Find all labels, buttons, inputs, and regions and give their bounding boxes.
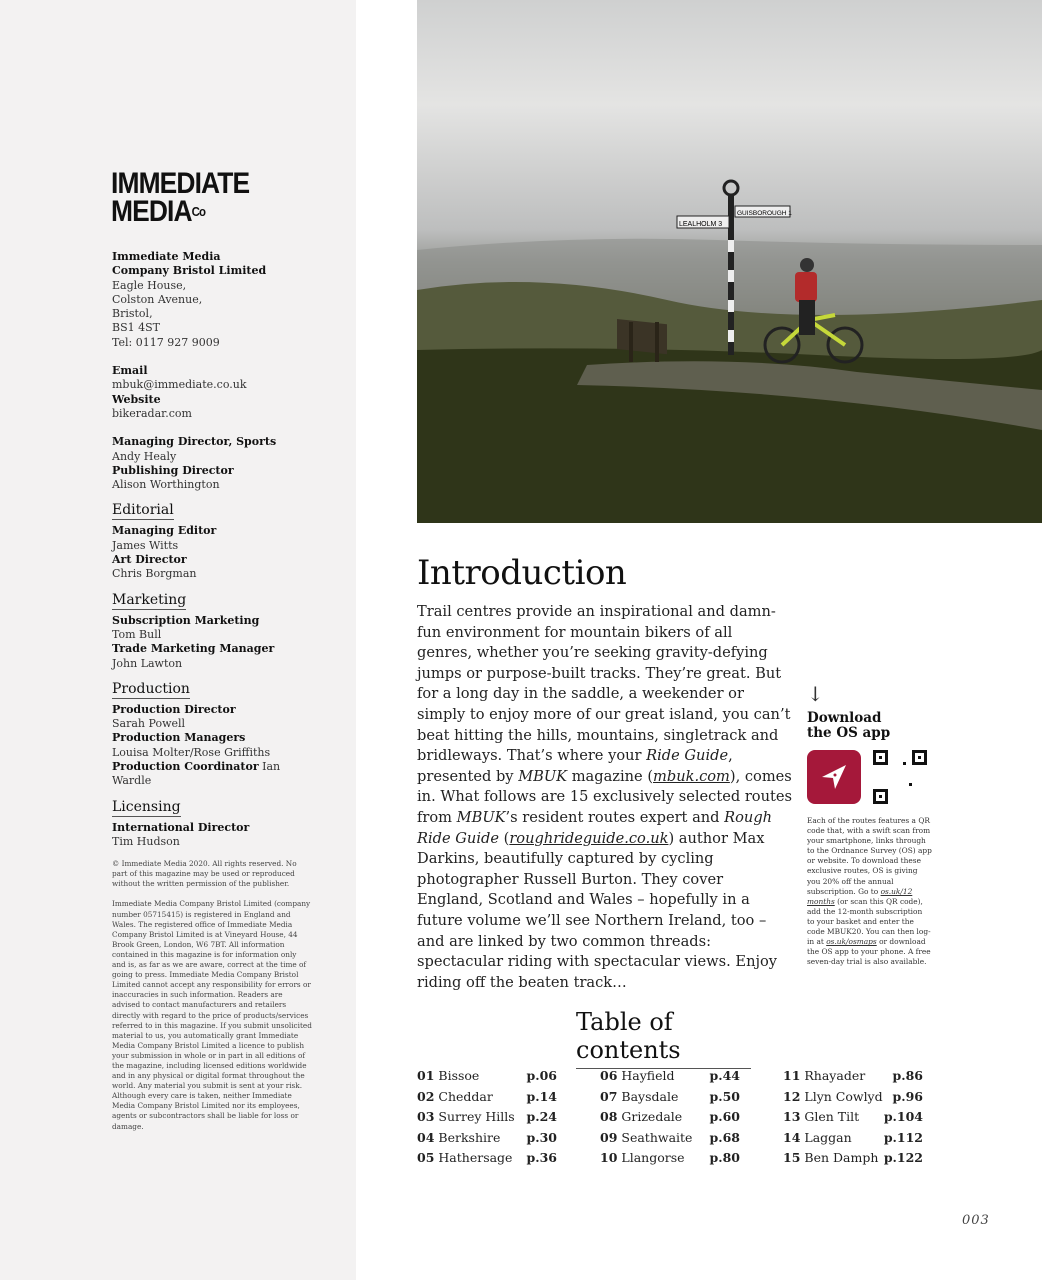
toc-page: p.68	[709, 1129, 740, 1145]
role-label: Production Director	[112, 702, 236, 716]
toc-entry[interactable]	[783, 1107, 923, 1128]
masthead-details	[112, 250, 312, 1142]
person-name: John Lawton	[112, 656, 183, 670]
toc-entry[interactable]	[600, 1148, 740, 1169]
toc-number: 04	[417, 1129, 435, 1145]
toc-number: 07	[600, 1088, 618, 1104]
person-name: Tim Hudson	[112, 834, 180, 848]
section-heading-marketing: Marketing	[112, 591, 187, 608]
toc-route-name: Cheddar	[438, 1088, 493, 1104]
intro-text: , presented by	[417, 747, 733, 785]
toc-number: 10	[600, 1150, 618, 1166]
person-name: Andy Healy	[112, 449, 177, 463]
address-line: Eagle House,	[112, 278, 187, 292]
intro-text: ) author Max Darkins, beautifully captured by cycling photographer Russell Burton. They cover England, Scotland and Wales – hopefully in a future volume we’ll see Northern Ireland, too – and are linked by two common threads: spectacular riding with spectacular views. Enjoy riding off the beaten track…	[417, 829, 778, 991]
intro-text-italic: MBUK	[518, 767, 568, 785]
email-link[interactable]: mbuk@immediate.co.uk	[112, 378, 247, 392]
toc-route-name: Llyn Cowlyd	[804, 1088, 883, 1104]
os-title-line: Download	[807, 710, 882, 726]
address-line: Colston Avenue,	[112, 292, 203, 306]
toc-number: 09	[600, 1129, 618, 1145]
toc-column	[600, 1066, 740, 1169]
toc-entry[interactable]	[600, 1128, 740, 1149]
telephone: Tel: 0117 927 9009	[112, 335, 220, 349]
toc-number: 15	[783, 1150, 801, 1166]
toc-entry[interactable]	[600, 1107, 740, 1128]
role-label: Managing Editor	[112, 524, 217, 538]
toc-entry[interactable]	[417, 1148, 557, 1169]
toc-page: p.44	[709, 1068, 740, 1083]
legal-notice	[112, 859, 312, 1131]
website-link[interactable]: bikeradar.com	[112, 406, 192, 420]
intro-text: (	[498, 829, 510, 847]
intro-body	[417, 602, 792, 993]
role-label: Publishing Director	[112, 463, 234, 477]
toc-entry[interactable]	[783, 1087, 923, 1108]
toc-entry[interactable]	[600, 1087, 740, 1108]
toc-number: 12	[783, 1088, 801, 1104]
person-name: Alison Worthington	[112, 478, 220, 492]
masthead-sidebar	[0, 0, 356, 1280]
role-label: Production Coordinator	[112, 760, 259, 774]
toc-page: p.50	[709, 1088, 740, 1104]
copyright-text: © Immediate Media 2020. All rights reserved. No part of this magazine may be used or reproduced without the written permission of the publisher.	[112, 859, 297, 889]
toc-entry[interactable]	[417, 1087, 557, 1108]
toc-route-name: Ben Damph	[804, 1150, 879, 1166]
os-app-title	[807, 711, 932, 741]
person-name: Ian Wardle	[112, 760, 281, 788]
website-label: Website	[112, 392, 161, 406]
hero-photo-cyclist-signpost	[417, 0, 1042, 523]
toc-page: p.112	[883, 1129, 923, 1145]
intro-text: magazine (	[567, 767, 654, 785]
toc-page: p.30	[526, 1129, 557, 1145]
mbuk-link[interactable]: mbuk.com	[653, 767, 730, 785]
intro-text-italic: MBUK	[456, 808, 506, 826]
sign-lealholm: LEALHOLM 3	[679, 221, 723, 228]
company-name-2: Company Bristol Limited	[112, 264, 267, 278]
toc-page: p.14	[526, 1088, 557, 1104]
toc-number: 13	[783, 1109, 801, 1125]
address-line: BS1 4ST	[112, 321, 160, 335]
intro-text: ), comes in. What follows are 15 exclusively selected routes from	[417, 767, 792, 826]
intro-text: Trail centres provide an inspirational and damn-fun environment for mountain bikers of all genres, whether you’re seeking gravity-defying jumps or purpose-built tracks. They’re great. But for a long day in the saddle, a weekender or simply to enjoy more of our great island, you can’t beat hitting the hills, mountains, singletrack and bridleways. That’s where your	[417, 603, 791, 765]
address	[112, 279, 312, 350]
toc-column	[783, 1066, 923, 1169]
role-label: Trade Marketing Manager	[112, 642, 275, 656]
page-number: 003	[962, 1213, 990, 1228]
toc-page: p.06	[526, 1068, 557, 1083]
role-label: Production Managers	[112, 731, 246, 745]
os-app-box	[807, 683, 932, 967]
toc-route-name: Surrey Hills	[438, 1109, 515, 1125]
toc-number: 02	[417, 1088, 435, 1104]
role-label: Subscription Marketing	[112, 613, 260, 627]
os-text: (or scan this QR code), add the 12-month subscription to your basket and enter the code MBUK20. You can then log-in at	[807, 896, 931, 947]
toc-page: p.96	[892, 1088, 923, 1104]
toc-page: p.60	[709, 1109, 740, 1125]
toc-number: 11	[783, 1068, 801, 1083]
person-name: Sarah Powell	[112, 717, 186, 731]
intro-text: ’s resident routes expert and	[505, 808, 725, 826]
toc-route-name: Rhayader	[804, 1068, 866, 1083]
section-heading-licensing: Licensing	[112, 798, 181, 815]
toc-entry[interactable]	[600, 1066, 740, 1087]
immediate-media-logo: IMMEDIATE $MEDIA^{Co}$	[111, 167, 250, 228]
person-name: Tom Bull	[112, 627, 162, 641]
toc-route-name: Glen Tilt	[804, 1109, 860, 1125]
disclaimer-text: Immediate Media Company Bristol Limited (company number 05715415) is registered in England and Wales. The registered office of Immediate Media Company Bristol Limited is at Vineyard House, 44 Brook Green, London, W6 7BT. All information contained in this magazine is for information only and is, as far as we are aware, correct at the time of going to press. Immediate Media Company Bristol Limited cannot accept any responsibility for errors or inaccuracies in such information. Readers are advised to contact manufacturers and retailers directly with regard to the price of products/services referred to in this magazine. If you submit unsolicited material to us, you automatically grant Immediate Media Company Bristol Limited a licence to publish your submission in whole or in part in all editions of the magazine, including licensed editions worldwide and in any physical or digital format throughout the world. Any material you submit is sent at your risk. Although every care is taken, neither Immediate Media Company Bristol Limited nor its employees, agents or subcontractors shall be liable for loss or damage.	[112, 899, 312, 1131]
toc-number: 08	[600, 1109, 618, 1125]
toc-route-name: Grizedale	[621, 1109, 683, 1125]
toc-route-name: Llangorse	[621, 1150, 685, 1166]
toc-page: p.80	[709, 1150, 740, 1166]
toc-number: 06	[600, 1068, 618, 1083]
toc-number: 03	[417, 1109, 435, 1125]
toc-page: p.122	[883, 1150, 923, 1166]
toc-entry[interactable]	[417, 1107, 557, 1128]
os-12months-link[interactable]: os.uk/12 months	[807, 886, 913, 906]
os-text: Each of the routes features a QR code that, with a swift scan from your smartphone, links through to the Ordnance Survey (OS) app or website. To download these exclusive routes, OS is giving you 20% off the annual subscription. Go to	[807, 816, 932, 896]
toc-route-name: Baysdale	[621, 1088, 679, 1104]
intro-text-italic: Rough Ride Guide	[417, 808, 773, 847]
person-name: James Witts	[112, 538, 179, 552]
role-label: Managing Director, Sports	[112, 435, 277, 449]
toc-title: Table of contents	[576, 1008, 751, 1069]
toc-route-name: Hathersage	[438, 1150, 513, 1166]
toc-column	[417, 1066, 557, 1169]
os-text: or download the OS app to your phone. A free seven-day trial is also available.	[807, 937, 931, 967]
person-name: Louisa Molter/Rose Griffiths	[112, 745, 271, 759]
toc-entry[interactable]	[783, 1066, 923, 1087]
toc-page: p.24	[526, 1109, 557, 1125]
role-label: Art Director	[112, 553, 187, 567]
toc-entry[interactable]	[783, 1148, 923, 1169]
person-name: Chris Borgman	[112, 567, 197, 581]
toc-route-name: Bissoe	[438, 1068, 480, 1083]
qr-code-icon[interactable]	[873, 750, 927, 804]
section-heading-editorial: Editorial	[112, 502, 174, 519]
toc-page: p.36	[526, 1150, 557, 1166]
toc-number: 14	[783, 1129, 801, 1145]
toc-route-name: Laggan	[804, 1129, 852, 1145]
intro-title: Introduction	[417, 553, 627, 593]
email-label: Email	[112, 364, 148, 378]
osmaps-link[interactable]: os.uk/osmaps	[826, 937, 877, 947]
toc-entry[interactable]	[417, 1066, 557, 1087]
toc-entry[interactable]	[783, 1128, 923, 1149]
toc-number: 01	[417, 1068, 435, 1083]
toc-route-name: Hayfield	[621, 1068, 675, 1083]
toc-route-name: Seathwaite	[621, 1129, 693, 1145]
sign-guisborough: GUISBOROUGH 1	[737, 210, 792, 217]
os-maps-app-icon[interactable]	[807, 750, 861, 804]
address-line: Bristol,	[112, 307, 153, 321]
roughrideguide-link[interactable]: roughrideguide.co.uk	[509, 829, 669, 847]
toc-route-name: Berkshire	[438, 1129, 501, 1145]
arrow-down-icon: ↓	[807, 682, 824, 706]
toc-number: 05	[417, 1150, 435, 1166]
os-app-description	[807, 816, 932, 967]
company-name: Immediate Media	[112, 250, 221, 263]
os-title-line: the OS app	[807, 725, 891, 741]
intro-text-italic: Ride Guide	[646, 747, 729, 765]
toc-page: p.86	[892, 1068, 923, 1083]
toc-page: p.104	[883, 1109, 923, 1125]
section-heading-production: Production	[112, 680, 190, 697]
role-label: International Director	[112, 820, 250, 834]
toc-entry[interactable]	[417, 1128, 557, 1149]
